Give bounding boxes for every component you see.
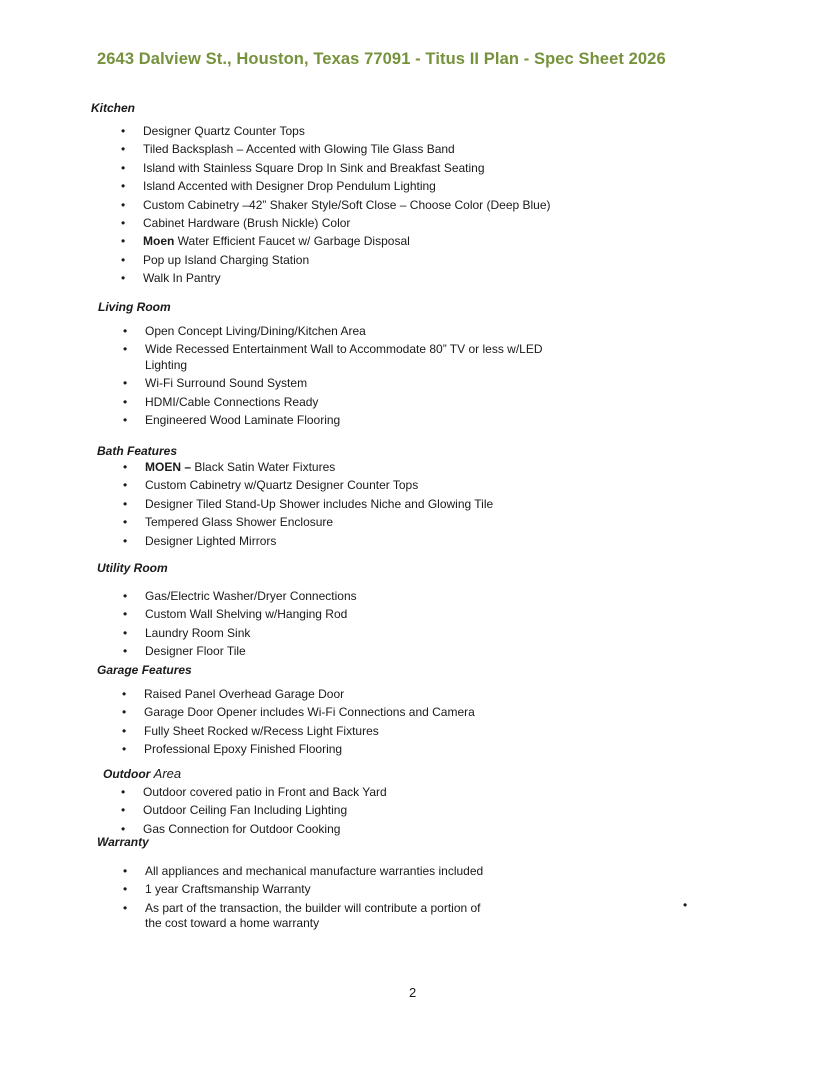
item-text: Designer Lighted Mirrors xyxy=(145,533,277,548)
bullet-icon: • xyxy=(123,324,128,338)
warranty-heading: Warranty xyxy=(97,835,149,849)
item-text: Island with Stainless Square Drop In Sink and Breakfast Seating xyxy=(143,160,485,175)
item-text: Gas Connection for Outdoor Cooking xyxy=(143,821,341,836)
list-item xyxy=(121,253,601,269)
garage-features-list xyxy=(122,687,582,761)
bullet-icon: • xyxy=(122,687,127,701)
item-text: Open Concept Living/Dining/Kitchen Area xyxy=(145,324,366,338)
living-room-heading: Living Room xyxy=(98,300,171,314)
item-text: Tempered Glass Shower Enclosure xyxy=(145,515,334,530)
bullet-icon: • xyxy=(123,460,128,474)
list-item xyxy=(123,460,583,476)
item-text: Island Accented with Designer Drop Pendulum Lighting xyxy=(143,179,436,194)
item-text: Pop up Island Charging Station xyxy=(143,252,310,267)
list-item xyxy=(121,124,601,140)
bullet-icon: • xyxy=(123,533,128,548)
list-item xyxy=(121,161,601,177)
item-text: 1 year Craftsmanship Warranty xyxy=(145,882,311,897)
bullet-icon: • xyxy=(122,705,127,720)
list-item xyxy=(123,395,563,411)
list-item xyxy=(123,644,583,660)
list-item xyxy=(123,376,563,392)
item-text: All appliances and mechanical manufacture warranties included xyxy=(145,864,484,878)
bullet-icon: • xyxy=(123,342,128,357)
list-item xyxy=(122,724,582,740)
item-text: Water Efficient Faucet w/ Garbage Disposal xyxy=(174,234,410,249)
bullet-icon: • xyxy=(123,376,128,391)
bullet-icon: • xyxy=(121,124,126,138)
bullet-icon: • xyxy=(123,413,128,428)
list-item xyxy=(121,179,601,195)
utility-room-heading: Utility Room xyxy=(97,561,168,575)
list-item xyxy=(123,342,563,373)
garage-features-heading: Garage Features xyxy=(97,663,192,677)
bullet-icon: • xyxy=(121,785,126,799)
item-bold-text: Moen xyxy=(143,234,175,249)
item-text: Garage Door Opener includes Wi-Fi Connections and Camera xyxy=(144,705,475,720)
list-item xyxy=(123,882,488,898)
item-text: Fully Sheet Rocked w/Recess Light Fixtures xyxy=(144,723,379,738)
list-item xyxy=(121,803,581,819)
list-item xyxy=(123,478,583,494)
item-text: Wide Recessed Entertainment Wall to Accommodate 80” TV or less w/LED Lighting xyxy=(145,342,543,372)
bath-features-heading: Bath Features xyxy=(97,444,178,458)
item-text: Professional Epoxy Finished Flooring xyxy=(144,742,343,757)
list-item xyxy=(123,515,583,531)
bullet-icon: • xyxy=(123,478,128,493)
list-item xyxy=(122,705,582,721)
bullet-icon: • xyxy=(122,742,127,757)
bullet-icon: • xyxy=(123,864,128,878)
list-item xyxy=(123,413,563,429)
page-title: 2643 Dalview St., Houston, Texas 77091 - Titus II Plan - Spec Sheet 2026 xyxy=(97,50,666,68)
item-text: Engineered Wood Laminate Flooring xyxy=(145,413,341,428)
bullet-icon: • xyxy=(123,394,128,409)
bullet-icon: • xyxy=(121,179,126,194)
utility-room-list xyxy=(123,589,583,663)
item-text: Wi-Fi Surround Sound System xyxy=(145,376,308,391)
outdoor-area-list xyxy=(121,785,581,840)
bullet-icon: • xyxy=(123,900,128,915)
bullet-icon: • xyxy=(121,142,126,157)
bullet-icon: • xyxy=(122,723,127,738)
item-text: Designer Quartz Counter Tops xyxy=(143,124,305,138)
item-text: Custom Wall Shelving w/Hanging Rod xyxy=(145,607,348,622)
bullet-icon: • xyxy=(123,625,128,640)
item-text: Outdoor Ceiling Fan Including Lighting xyxy=(143,803,348,818)
kitchen-list xyxy=(121,124,601,290)
bullet-icon: • xyxy=(121,271,126,286)
bullet-icon: • xyxy=(123,644,128,659)
list-item xyxy=(123,534,583,550)
bullet-icon: • xyxy=(123,607,128,622)
bullet-icon: • xyxy=(123,515,128,530)
stray-bullet: • xyxy=(683,898,688,912)
bullet-icon: • xyxy=(123,589,128,603)
bullet-icon: • xyxy=(121,160,126,175)
item-text: Cabinet Hardware (Brush Nickle) Color xyxy=(143,215,351,230)
bath-features-list xyxy=(123,460,583,552)
list-item xyxy=(121,785,581,801)
outdoor-area-heading xyxy=(103,766,181,781)
outdoor-heading-plain: Area xyxy=(153,766,182,781)
bullet-icon: • xyxy=(123,882,128,897)
living-room-list xyxy=(123,324,563,431)
list-item xyxy=(121,198,601,214)
bullet-icon: • xyxy=(121,821,126,836)
list-item xyxy=(121,822,581,838)
item-text: Walk In Pantry xyxy=(143,271,221,286)
item-text: Raised Panel Overhead Garage Door xyxy=(144,687,345,701)
item-text: Outdoor covered patio in Front and Back Yard xyxy=(143,785,387,799)
item-text: Black Satin Water Fixtures xyxy=(194,460,336,474)
item-text: Tiled Backsplash – Accented with Glowing Tile Glass Band xyxy=(143,142,455,157)
bullet-icon: • xyxy=(121,215,126,230)
list-item xyxy=(121,216,601,232)
list-item xyxy=(123,324,563,340)
list-item xyxy=(123,497,583,513)
list-item xyxy=(123,607,583,623)
list-item xyxy=(121,142,601,158)
item-text: Laundry Room Sink xyxy=(145,625,251,640)
bullet-icon: • xyxy=(121,197,126,212)
kitchen-heading: Kitchen xyxy=(91,101,136,115)
list-item xyxy=(123,626,583,642)
item-bold-text: MOEN – xyxy=(145,460,195,474)
bullet-icon: • xyxy=(121,803,126,818)
list-item xyxy=(123,589,583,605)
item-text: Gas/Electric Washer/Dryer Connections xyxy=(145,589,357,603)
page-number: 2 xyxy=(409,985,417,1000)
bullet-icon: • xyxy=(121,234,126,249)
warranty-list xyxy=(123,864,488,935)
list-item xyxy=(122,742,582,758)
item-text: As part of the transaction, the builder will contribute a portion of the cost toward a home warranty xyxy=(145,900,481,931)
list-item xyxy=(123,901,488,932)
list-item xyxy=(121,271,601,287)
item-text: Designer Floor Tile xyxy=(145,644,246,659)
outdoor-heading-bold: Outdoor xyxy=(103,767,151,781)
bullet-icon: • xyxy=(121,252,126,267)
list-item xyxy=(123,864,488,880)
list-item xyxy=(122,687,582,703)
item-text: HDMI/Cable Connections Ready xyxy=(145,394,319,409)
item-text: Custom Cabinetry –42” Shaker Style/Soft Close – Choose Color (Deep Blue) xyxy=(143,197,551,212)
item-text: Custom Cabinetry w/Quartz Designer Counter Tops xyxy=(145,478,419,493)
bullet-icon: • xyxy=(123,496,128,511)
item-text: Designer Tiled Stand-Up Shower includes Niche and Glowing Tile xyxy=(145,496,494,511)
list-item xyxy=(121,234,601,250)
